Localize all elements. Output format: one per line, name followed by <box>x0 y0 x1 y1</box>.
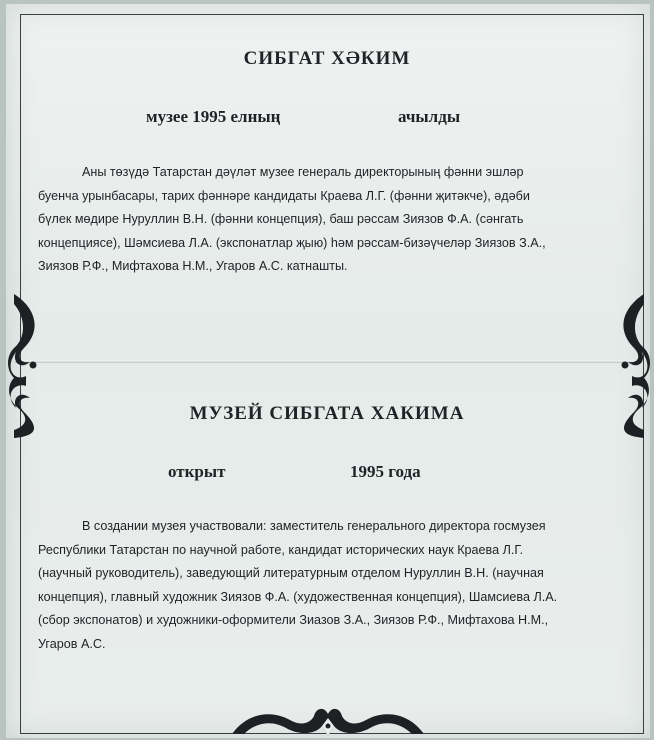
tatar-line: концепциясе), Шәмсиева Л.А. (экспонатлар җыю) һәм рәссам-бизәүчеләр Зиязов З.А., <box>38 235 546 250</box>
russian-line: В создании музея участвовали: заместитель генерального директора госмузея <box>82 519 546 533</box>
tatar-line: Аны төзүдә Татарстан дәүләт музее генераль директорының фәнни эшләр <box>82 165 524 179</box>
tatar-subtitle-left: музее 1995 елның <box>146 107 281 126</box>
russian-subtitle-right: 1995 года <box>350 462 421 481</box>
russian-line: (сбор экспонатов) и художники-оформители Зиазов З.А., Зиязов Р.Ф., Мифтахова Н.М., <box>38 613 549 627</box>
russian-subtitle-left: открыт <box>168 462 226 481</box>
tatar-paragraph <box>38 161 618 279</box>
russian-line: Угаров А.С. <box>38 636 106 651</box>
tatar-title: СИБГАТ ХӘКИМ <box>243 48 411 69</box>
russian-paragraph <box>38 515 618 656</box>
right-scroll-ornament-icon <box>610 290 652 440</box>
russian-line: Республики Татарстан по научной работе, кандидат исторических наук Краева Л.Г. <box>38 542 524 557</box>
russian-line: концепция), главный художник Зиязов Ф.А. (художественная концепция), Шамсиева Л.А. <box>38 589 558 604</box>
tatar-line: буенча урынбасары, тарих фәннәре кандидаты Краева Л.Г. (фәнни җитәкче), әдәби <box>38 188 530 203</box>
tatar-line: Зиязов Р.Ф., Мифтахова Н.М., Угаров А.С. катнашты. <box>38 259 348 273</box>
paper-fold <box>14 360 642 363</box>
russian-title: МУЗЕЙ СИБГАТА ХАКИМА <box>189 403 465 424</box>
russian-line: (научный руководитель), заведующий литературным отделом Нуруллин В.Н. (научная <box>38 566 544 580</box>
bottom-scroll-ornament-icon <box>228 700 428 740</box>
tatar-subtitle-right: ачылды <box>398 107 461 126</box>
left-scroll-ornament-icon <box>6 290 48 440</box>
tatar-line: бүлек мөдире Нуруллин В.Н. (фәнни концепция), баш рәссам Зиязов Ф.А. (сәнгать <box>38 212 524 226</box>
